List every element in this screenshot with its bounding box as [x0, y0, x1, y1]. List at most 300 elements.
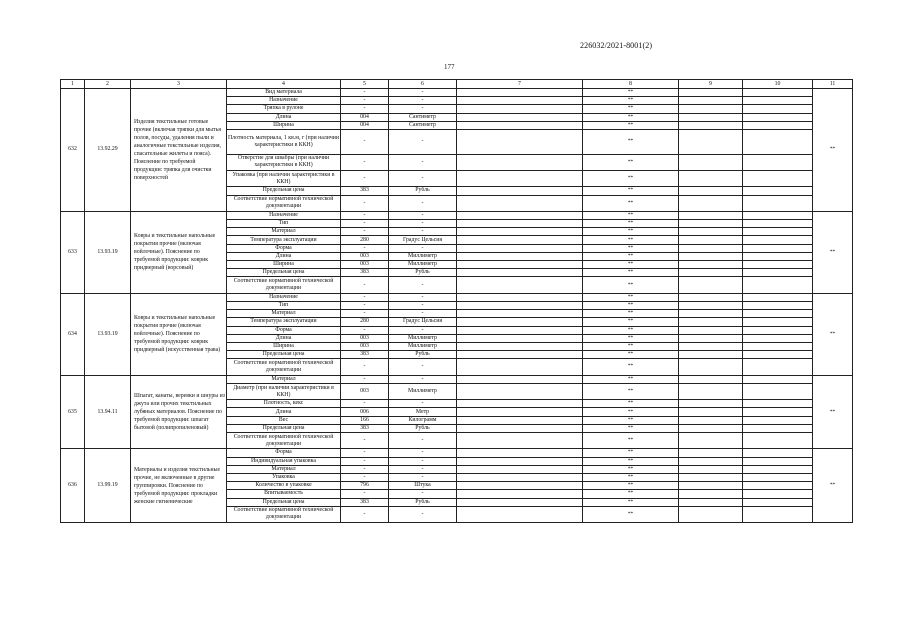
unit-code: -: [341, 457, 389, 465]
unit-code: 003: [341, 334, 389, 342]
characteristic-value: **: [583, 326, 679, 334]
unit-code: -: [341, 375, 389, 383]
characteristic-value: **: [583, 490, 679, 498]
document-number: 226032/2021-8001(2): [580, 41, 653, 50]
characteristic-value: **: [583, 113, 679, 121]
unit-code: -: [341, 301, 389, 309]
characteristic-name: Ширина: [227, 342, 341, 350]
unit-code: 796: [341, 482, 389, 490]
column-10-cell: [743, 334, 813, 342]
column-7-cell: [457, 342, 583, 350]
column-10-cell: [743, 195, 813, 211]
unit-name: Рубль: [389, 351, 457, 359]
unit-name: Миллиметр: [389, 334, 457, 342]
characteristic-name: Соответствие нормативной технической документации: [227, 277, 341, 293]
column-7-cell: [457, 97, 583, 105]
characteristic-name: Ширина: [227, 261, 341, 269]
column-7-cell: [457, 498, 583, 506]
unit-name: -: [389, 465, 457, 473]
unit-name: Рубль: [389, 187, 457, 195]
unit-code: 383: [341, 424, 389, 432]
column-7-cell: [457, 252, 583, 260]
unit-code: 003: [341, 342, 389, 350]
unit-name: -: [389, 473, 457, 481]
column-header-7: 7: [457, 80, 583, 89]
characteristic-name: Длина: [227, 252, 341, 260]
characteristic-name: Назначение: [227, 97, 341, 105]
column-10-cell: [743, 244, 813, 252]
column-header-2: 2: [85, 80, 131, 89]
column-10-cell: [743, 416, 813, 424]
table-row: [61, 211, 853, 219]
column-7-cell: [457, 195, 583, 211]
column-9-cell: [679, 400, 743, 408]
unit-code: 166: [341, 416, 389, 424]
column-10-cell: [743, 277, 813, 293]
characteristic-value: **: [583, 375, 679, 383]
unit-name: -: [389, 220, 457, 228]
column-7-cell: [457, 244, 583, 252]
column-9-cell: [679, 383, 743, 399]
column-7-cell: [457, 359, 583, 375]
column-9-cell: [679, 498, 743, 506]
column-10-cell: [743, 97, 813, 105]
row-number: 633: [61, 211, 85, 293]
characteristic-value: **: [583, 449, 679, 457]
unit-name: -: [389, 375, 457, 383]
column-header-6: 6: [389, 80, 457, 89]
unit-name: Рубль: [389, 269, 457, 277]
column-10-cell: [743, 113, 813, 121]
characteristic-name: Упаковка: [227, 473, 341, 481]
column-7-cell: [457, 121, 583, 129]
column-7-cell: [457, 449, 583, 457]
characteristic-value: **: [583, 236, 679, 244]
column-9-cell: [679, 211, 743, 219]
characteristic-name: Предельная цена: [227, 498, 341, 506]
characteristic-value: **: [583, 383, 679, 399]
characteristic-name: Количество в упаковке: [227, 482, 341, 490]
column-10-cell: [743, 506, 813, 522]
column-9-cell: [679, 121, 743, 129]
column-7-cell: [457, 170, 583, 186]
characteristic-value: **: [583, 269, 679, 277]
column-7-cell: [457, 490, 583, 498]
column-10-cell: [743, 318, 813, 326]
characteristic-name: Соответствие нормативной технической документации: [227, 506, 341, 522]
column-9-cell: [679, 97, 743, 105]
column-9-cell: [679, 89, 743, 97]
characteristic-name: Форма: [227, 244, 341, 252]
characteristic-value: **: [583, 465, 679, 473]
column-9-cell: [679, 433, 743, 449]
unit-name: -: [389, 326, 457, 334]
unit-code: -: [341, 465, 389, 473]
characteristic-name: Тип: [227, 301, 341, 309]
column-10-cell: [743, 187, 813, 195]
unit-code: -: [341, 154, 389, 170]
column-10-cell: [743, 236, 813, 244]
okpd-code: 13.93.19: [85, 211, 131, 293]
okpd-code: 13.94.11: [85, 375, 131, 449]
unit-code: -: [341, 244, 389, 252]
row-number: 632: [61, 89, 85, 212]
column-7-cell: [457, 113, 583, 121]
unit-code: 383: [341, 187, 389, 195]
specification-table-wrapper: [60, 79, 852, 523]
column-10-cell: [743, 170, 813, 186]
column-7-cell: [457, 416, 583, 424]
column-9-cell: [679, 129, 743, 154]
column-7-cell: [457, 236, 583, 244]
characteristic-value: **: [583, 310, 679, 318]
unit-code: -: [341, 293, 389, 301]
column-7-cell: [457, 261, 583, 269]
column-7-cell: [457, 277, 583, 293]
column-10-cell: [743, 433, 813, 449]
characteristic-value: **: [583, 187, 679, 195]
characteristic-value: **: [583, 351, 679, 359]
column-10-cell: [743, 498, 813, 506]
characteristic-name: Ширина: [227, 121, 341, 129]
product-name: Ковры и текстильные напольные покрытия прочие (включая войлочные). Пояснение по требуемой продукции: коврик придверный (искусственная трава): [131, 293, 227, 375]
unit-name: -: [389, 490, 457, 498]
characteristic-value: **: [583, 228, 679, 236]
unit-name: Миллиметр: [389, 261, 457, 269]
characteristic-name: Диаметр (при наличии характеристики в ККН): [227, 383, 341, 399]
unit-name: -: [389, 195, 457, 211]
unit-code: -: [341, 170, 389, 186]
unit-code: 280: [341, 318, 389, 326]
column-9-cell: [679, 473, 743, 481]
column-9-cell: [679, 310, 743, 318]
column-9-cell: [679, 236, 743, 244]
column-9-cell: [679, 261, 743, 269]
column-10-cell: [743, 261, 813, 269]
column-9-cell: [679, 326, 743, 334]
characteristic-name: Материал: [227, 375, 341, 383]
column-10-cell: [743, 465, 813, 473]
unit-code: -: [341, 449, 389, 457]
column-9-cell: [679, 482, 743, 490]
column-10-cell: [743, 473, 813, 481]
column-10-cell: [743, 490, 813, 498]
column-7-cell: [457, 334, 583, 342]
okpd-code: 13.92.29: [85, 89, 131, 212]
column-9-cell: [679, 277, 743, 293]
unit-code: -: [341, 228, 389, 236]
column-7-cell: [457, 211, 583, 219]
column-9-cell: [679, 252, 743, 260]
column-11-value: **: [813, 375, 853, 449]
column-7-cell: [457, 408, 583, 416]
column-10-cell: [743, 457, 813, 465]
column-9-cell: [679, 228, 743, 236]
characteristic-name: Индивидуальная упаковка: [227, 457, 341, 465]
characteristic-name: Материал: [227, 465, 341, 473]
product-name: Шпагат, канаты, веревки и шнуры из джута или прочих текстильных лубяных материалов. Пояснение по требуемой продукции: шпагат бытовой (полипропиленовый): [131, 375, 227, 449]
column-7-cell: [457, 351, 583, 359]
column-7-cell: [457, 301, 583, 309]
column-10-cell: [743, 105, 813, 113]
characteristic-name: Назначение: [227, 293, 341, 301]
characteristic-name: Плотность, кекс: [227, 400, 341, 408]
unit-code: 004: [341, 113, 389, 121]
column-9-cell: [679, 269, 743, 277]
unit-code: 383: [341, 269, 389, 277]
column-7-cell: [457, 326, 583, 334]
unit-name: -: [389, 105, 457, 113]
column-7-cell: [457, 89, 583, 97]
characteristic-value: **: [583, 244, 679, 252]
column-10-cell: [743, 482, 813, 490]
column-9-cell: [679, 113, 743, 121]
characteristic-name: Соответствие нормативной технической документации: [227, 433, 341, 449]
column-9-cell: [679, 457, 743, 465]
column-9-cell: [679, 408, 743, 416]
unit-name: Миллиметр: [389, 383, 457, 399]
characteristic-value: **: [583, 359, 679, 375]
table-row: [61, 449, 853, 457]
column-7-cell: [457, 269, 583, 277]
column-10-cell: [743, 211, 813, 219]
column-header-9: 9: [679, 80, 743, 89]
table-row: [61, 375, 853, 383]
characteristic-name: Длина: [227, 334, 341, 342]
characteristic-value: **: [583, 89, 679, 97]
row-number: 634: [61, 293, 85, 375]
column-10-cell: [743, 154, 813, 170]
characteristic-name: Длина: [227, 113, 341, 121]
characteristic-name: Тряпка в рулоне: [227, 105, 341, 113]
column-7-cell: [457, 465, 583, 473]
characteristic-value: **: [583, 342, 679, 350]
characteristic-value: **: [583, 506, 679, 522]
column-7-cell: [457, 293, 583, 301]
column-7-cell: [457, 129, 583, 154]
unit-name: -: [389, 97, 457, 105]
unit-name: -: [389, 506, 457, 522]
unit-name: -: [389, 228, 457, 236]
column-9-cell: [679, 449, 743, 457]
unit-name: Градус Цельсия: [389, 236, 457, 244]
unit-name: Градус Цельсия: [389, 318, 457, 326]
product-name: Ковры и текстильные напольные покрытия прочие (включая войлочные). Пояснение по требуемой продукции: коврик придверный (ворсовый): [131, 211, 227, 293]
column-9-cell: [679, 506, 743, 522]
column-9-cell: [679, 351, 743, 359]
unit-code: 003: [341, 383, 389, 399]
characteristic-name: Материал: [227, 228, 341, 236]
unit-code: 003: [341, 252, 389, 260]
characteristic-value: **: [583, 211, 679, 219]
column-10-cell: [743, 293, 813, 301]
table-row: [61, 293, 853, 301]
column-10-cell: [743, 383, 813, 399]
characteristic-value: **: [583, 433, 679, 449]
column-header-10: 10: [743, 80, 813, 89]
characteristic-value: **: [583, 482, 679, 490]
characteristic-name: Впитываемость: [227, 490, 341, 498]
unit-name: -: [389, 244, 457, 252]
row-number: 636: [61, 449, 85, 523]
column-11-value: **: [813, 211, 853, 293]
column-header-4: 4: [227, 80, 341, 89]
characteristic-name: Форма: [227, 326, 341, 334]
page-number: 177: [444, 63, 455, 71]
characteristic-value: **: [583, 129, 679, 154]
column-header-11: 11: [813, 80, 853, 89]
unit-code: -: [341, 490, 389, 498]
unit-name: Сантиметр: [389, 113, 457, 121]
column-9-cell: [679, 334, 743, 342]
characteristic-value: **: [583, 334, 679, 342]
unit-name: -: [389, 129, 457, 154]
unit-name: Рубль: [389, 498, 457, 506]
characteristic-value: **: [583, 261, 679, 269]
unit-code: -: [341, 310, 389, 318]
characteristic-value: **: [583, 105, 679, 113]
unit-name: -: [389, 154, 457, 170]
unit-name: -: [389, 457, 457, 465]
column-7-cell: [457, 457, 583, 465]
column-9-cell: [679, 220, 743, 228]
unit-code: 004: [341, 121, 389, 129]
unit-name: -: [389, 310, 457, 318]
column-9-cell: [679, 293, 743, 301]
unit-name: -: [389, 301, 457, 309]
characteristic-name: Форма: [227, 449, 341, 457]
column-7-cell: [457, 105, 583, 113]
column-10-cell: [743, 326, 813, 334]
characteristic-name: Предельная цена: [227, 269, 341, 277]
column-9-cell: [679, 244, 743, 252]
column-7-cell: [457, 424, 583, 432]
column-header-5: 5: [341, 80, 389, 89]
unit-name: Миллиметр: [389, 252, 457, 260]
characteristic-name: Температура эксплуатации: [227, 236, 341, 244]
column-11-value: **: [813, 89, 853, 212]
unit-name: Килограмм: [389, 416, 457, 424]
column-7-cell: [457, 482, 583, 490]
characteristic-name: Соответствие нормативной технической документации: [227, 195, 341, 211]
characteristic-value: **: [583, 293, 679, 301]
column-10-cell: [743, 220, 813, 228]
characteristic-name: Тип: [227, 220, 341, 228]
table-body: [61, 89, 853, 523]
column-7-cell: [457, 228, 583, 236]
unit-name: -: [389, 170, 457, 186]
characteristic-name: Материал: [227, 310, 341, 318]
characteristic-name: Соответствие нормативной технической документации: [227, 359, 341, 375]
characteristic-name: Назначение: [227, 211, 341, 219]
characteristic-name: Отверстие для швабры (при наличии характеристики в ККН): [227, 154, 341, 170]
column-11-value: **: [813, 293, 853, 375]
unit-name: Штука: [389, 482, 457, 490]
column-10-cell: [743, 375, 813, 383]
unit-code: -: [341, 129, 389, 154]
unit-code: 006: [341, 408, 389, 416]
column-7-cell: [457, 506, 583, 522]
unit-code: -: [341, 89, 389, 97]
unit-name: -: [389, 359, 457, 375]
unit-code: -: [341, 105, 389, 113]
characteristic-value: **: [583, 97, 679, 105]
column-9-cell: [679, 105, 743, 113]
okpd-code: 13.93.19: [85, 293, 131, 375]
unit-code: -: [341, 220, 389, 228]
characteristic-value: **: [583, 408, 679, 416]
unit-name: -: [389, 89, 457, 97]
unit-name: Метр: [389, 408, 457, 416]
characteristic-value: **: [583, 220, 679, 228]
unit-code: -: [341, 433, 389, 449]
unit-code: -: [341, 359, 389, 375]
table-header-row: [61, 80, 853, 89]
column-9-cell: [679, 170, 743, 186]
column-header-1: 1: [61, 80, 85, 89]
characteristic-name: Упаковка (при наличии характеристики в ККН): [227, 170, 341, 186]
characteristic-name: Предельная цена: [227, 187, 341, 195]
unit-name: Сантиметр: [389, 121, 457, 129]
column-11-value: **: [813, 449, 853, 523]
characteristic-value: **: [583, 473, 679, 481]
unit-code: -: [341, 97, 389, 105]
unit-name: -: [389, 449, 457, 457]
column-10-cell: [743, 269, 813, 277]
characteristic-value: **: [583, 301, 679, 309]
column-header-3: 3: [131, 80, 227, 89]
column-header-8: 8: [583, 80, 679, 89]
product-name: Изделия текстильные готовые прочие (включая тряпки для мытья полов, посуды, удаления пыли и аналогичные текстильные изделия, спасательные жилеты и пояса). Пояснение по требуемой продукции: тряпка для очистки поверхностей: [131, 89, 227, 212]
characteristic-name: Плотность материала, 1 кв.м, г (при наличии характеристики в ККН): [227, 129, 341, 154]
unit-code: -: [341, 195, 389, 211]
unit-code: 280: [341, 236, 389, 244]
characteristic-value: **: [583, 277, 679, 293]
characteristic-name: Вес: [227, 416, 341, 424]
characteristic-value: **: [583, 498, 679, 506]
unit-name: Миллиметр: [389, 342, 457, 350]
column-7-cell: [457, 310, 583, 318]
product-name: Материалы и изделия текстильные прочие, не включенные в другие группировки. Пояснение по требуемой продукции: прокладки женские гигиенические: [131, 449, 227, 523]
table-row: [61, 89, 853, 97]
column-9-cell: [679, 490, 743, 498]
unit-code: -: [341, 473, 389, 481]
column-7-cell: [457, 318, 583, 326]
column-7-cell: [457, 187, 583, 195]
characteristic-value: **: [583, 121, 679, 129]
column-9-cell: [679, 359, 743, 375]
column-9-cell: [679, 318, 743, 326]
column-10-cell: [743, 359, 813, 375]
unit-name: Рубль: [389, 424, 457, 432]
unit-name: -: [389, 293, 457, 301]
column-9-cell: [679, 195, 743, 211]
column-7-cell: [457, 220, 583, 228]
column-7-cell: [457, 383, 583, 399]
column-10-cell: [743, 89, 813, 97]
unit-name: -: [389, 400, 457, 408]
characteristic-value: **: [583, 400, 679, 408]
characteristic-name: Предельная цена: [227, 351, 341, 359]
column-10-cell: [743, 252, 813, 260]
unit-code: -: [341, 211, 389, 219]
unit-code: -: [341, 506, 389, 522]
unit-code: 003: [341, 261, 389, 269]
unit-code: -: [341, 326, 389, 334]
column-10-cell: [743, 408, 813, 416]
characteristic-name: Предельная цена: [227, 424, 341, 432]
column-10-cell: [743, 342, 813, 350]
